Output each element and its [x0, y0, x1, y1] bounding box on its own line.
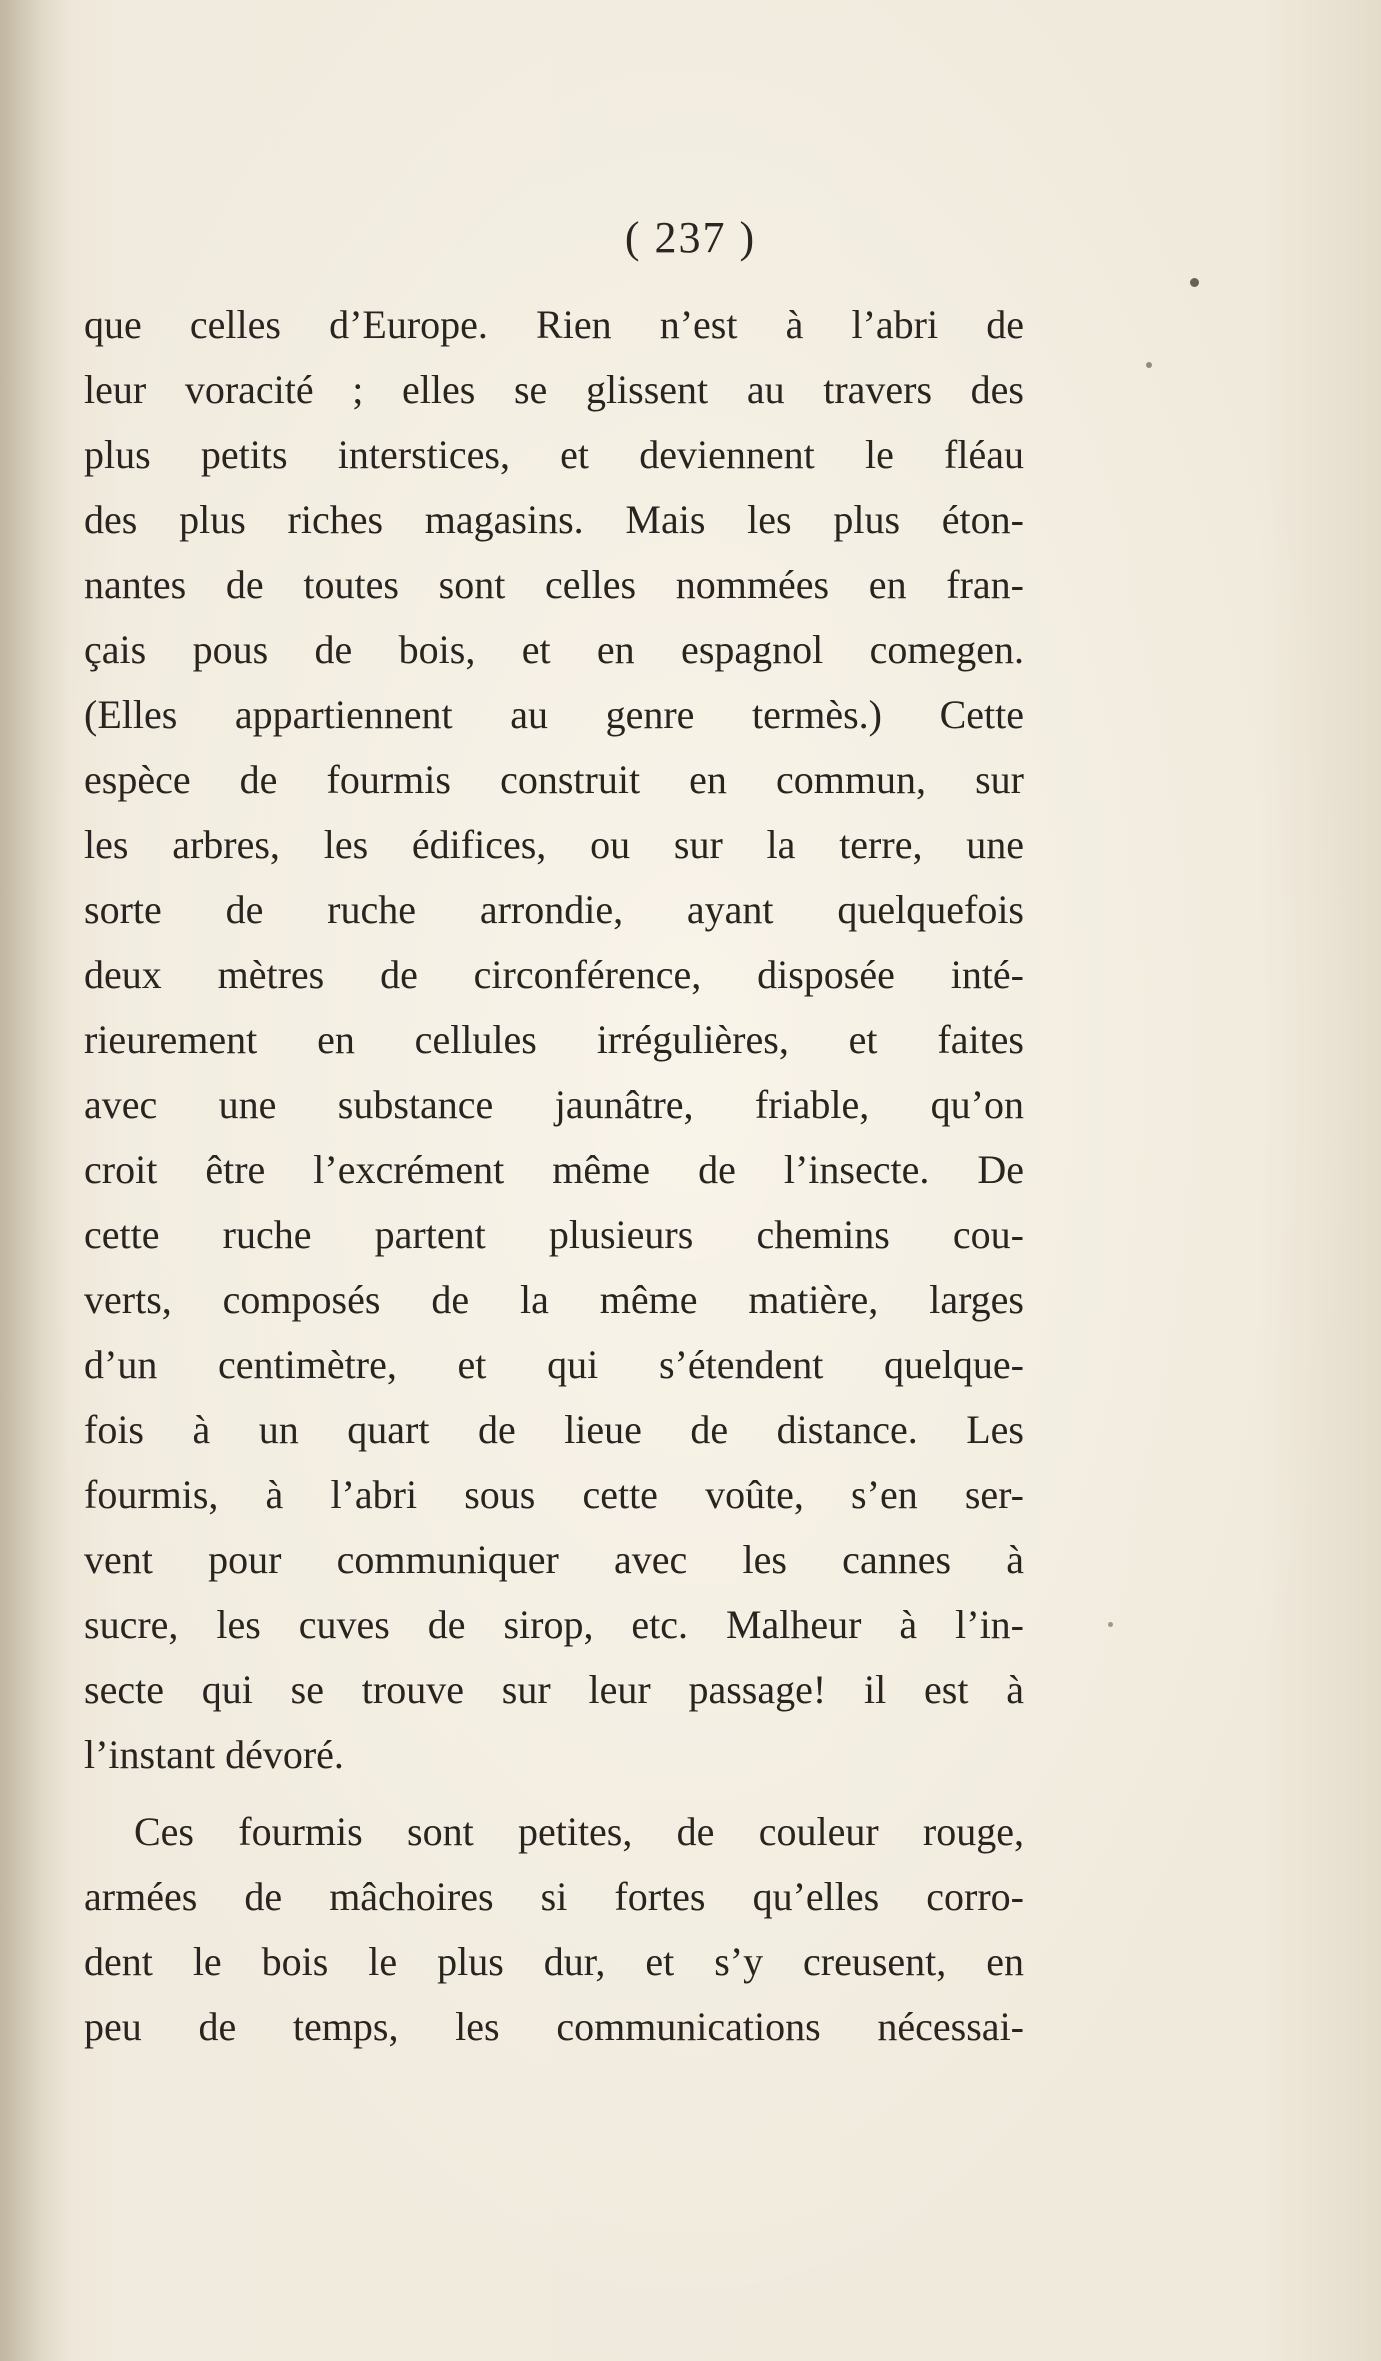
text-line: d’un centimètre, et qui s’étendent quelque-: [84, 1342, 1024, 1387]
text-line: nantes de toutes sont celles nommées en fran-: [84, 562, 1024, 607]
paragraph-gap: [84, 1787, 1024, 1799]
text-line: fourmis, à l’abri sous cette voûte, s’en ser-: [84, 1472, 1024, 1517]
text-line: armées de mâchoires si fortes qu’elles corro-: [84, 1874, 1024, 1919]
text-line: leur voracité ; elles se glissent au travers des: [84, 367, 1024, 412]
text-line: cette ruche partent plusieurs chemins cou-: [84, 1212, 1024, 1257]
text-line: plus petits interstices, et deviennent le fléau: [84, 432, 1024, 477]
paragraph-2: [84, 1799, 1024, 2059]
ink-speck: [1108, 1622, 1113, 1627]
text-line: l’instant dévoré.: [84, 1732, 344, 1777]
text-line: fois à un quart de lieue de distance. Les: [84, 1407, 1024, 1452]
ink-speck: [1190, 278, 1199, 287]
text-line: que celles d’Europe. Rien n’est à l’abri de: [84, 302, 1024, 347]
text-line: (Elles appartiennent au genre termès.) Cette: [84, 692, 1024, 737]
text-line: Ces fourmis sont petites, de couleur rouge,: [134, 1809, 1024, 1854]
text-line: avec une substance jaunâtre, friable, qu’on: [84, 1082, 1024, 1127]
text-line: vent pour communiquer avec les cannes à: [84, 1537, 1024, 1582]
text-line: espèce de fourmis construit en commun, sur: [84, 757, 1024, 802]
text-line: les arbres, les édifices, ou sur la terre, une: [84, 822, 1024, 867]
text-line: dent le bois le plus dur, et s’y creusent, en: [84, 1939, 1024, 1984]
text-line: croit être l’excrément même de l’insecte. De: [84, 1147, 1024, 1192]
spine-shadow: [0, 0, 70, 2361]
paragraph-1: [84, 292, 1024, 1787]
text-line: des plus riches magasins. Mais les plus éton-: [84, 497, 1024, 542]
text-line: sucre, les cuves de sirop, etc. Malheur à l’in-: [84, 1602, 1024, 1647]
text-line: deux mètres de circonférence, disposée inté-: [84, 952, 1024, 997]
ink-speck: [1146, 362, 1152, 368]
body-text: [84, 292, 1024, 2059]
page-number: ( 237 ): [624, 213, 757, 262]
text-line: sorte de ruche arrondie, ayant quelquefois: [84, 887, 1024, 932]
text-line: rieurement en cellules irrégulières, et faites: [84, 1017, 1024, 1062]
text-line: verts, composés de la même matière, larges: [84, 1277, 1024, 1322]
text-line: çais pous de bois, et en espagnol comegen.: [84, 627, 1024, 672]
text-line: secte qui se trouve sur leur passage! il est à: [84, 1667, 1024, 1712]
text-line: peu de temps, les communications nécessai-: [84, 2004, 1024, 2049]
